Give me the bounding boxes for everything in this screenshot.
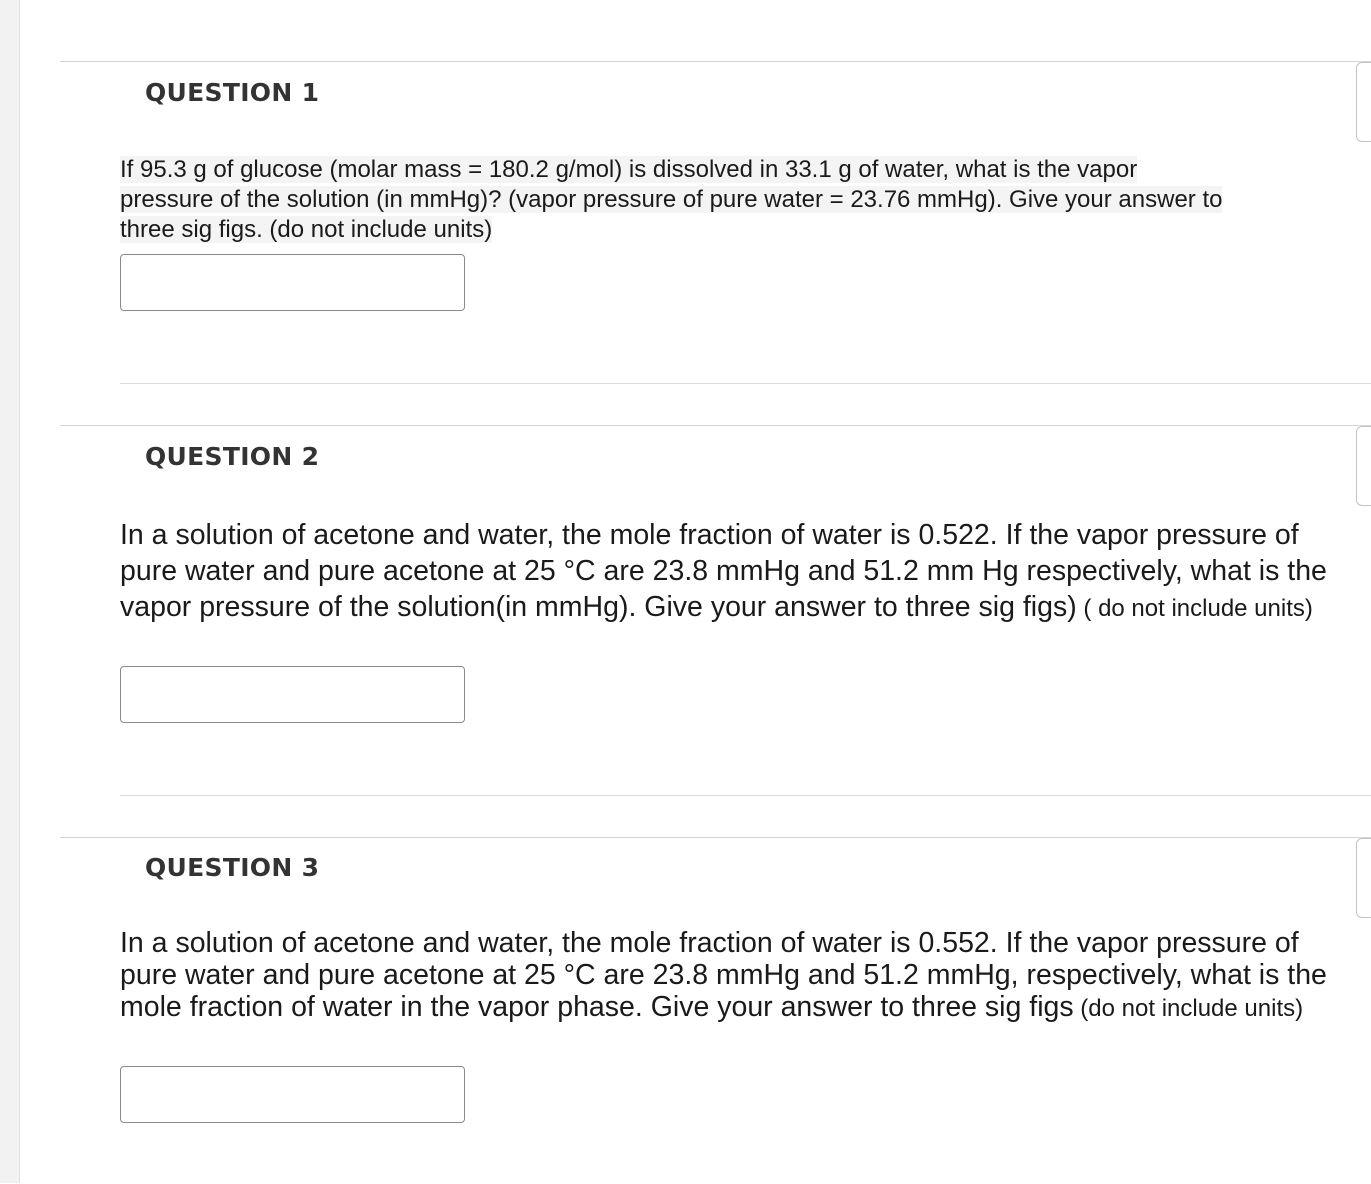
question-1-points-tab — [1356, 62, 1371, 142]
question-2-text-note: ( do not include units) — [1076, 595, 1313, 622]
question-1-heading: QUESTION 1 — [145, 78, 320, 107]
question-2-points-tab — [1356, 426, 1371, 506]
question-1-answer-input[interactable] — [120, 254, 465, 311]
question-2-heading: QUESTION 2 — [145, 442, 320, 471]
question-1-separator — [120, 383, 1371, 384]
question-3-text-note: (do not include units) — [1073, 995, 1304, 1022]
question-2-answer-input[interactable] — [120, 666, 465, 723]
question-2-text — [120, 517, 1335, 627]
question-3-heading: QUESTION 3 — [145, 853, 320, 882]
question-1-text — [120, 155, 1335, 245]
question-3 — [60, 837, 1371, 1184]
question-3-answer-input[interactable] — [120, 1066, 465, 1123]
question-2-text-main: In a solution of acetone and water, the mole fraction of water is 0.522. If the vapor pressure of pure water and pure acetone at 25 °C are 23.8 mmHg and 51.2 mm Hg respectively, what is the vapor pressure of the solution(in mmHg). Give your answer to three sig figs) — [120, 519, 1327, 623]
question-1-text-line-1: If 95.3 g of glucose (molar mass = 180.2 g/mol) is dissolved in 33.1 g of water, what is the vapor — [120, 156, 1138, 183]
question-1-text-line-2: pressure of the solution (in mmHg)? (vapor pressure of pure water = 23.76 mmHg). Give your answer to — [120, 186, 1223, 213]
question-2-separator — [120, 795, 1371, 796]
question-2 — [60, 425, 1371, 838]
question-1 — [60, 61, 1371, 426]
question-3-text-main: In a solution of acetone and water, the mole fraction of water is 0.552. If the vapor pressure of pure water and pure acetone at 25 °C are 23.8 mmHg and 51.2 mmHg, respectively, what is the mole fraction of water in the vapor phase. Give your answer to three sig figs — [120, 927, 1327, 1023]
question-3-points-tab — [1356, 838, 1371, 918]
question-1-text-line-3: three sig figs. (do not include units) — [120, 216, 493, 243]
left-rail — [0, 0, 20, 1183]
question-3-text — [120, 927, 1335, 1025]
